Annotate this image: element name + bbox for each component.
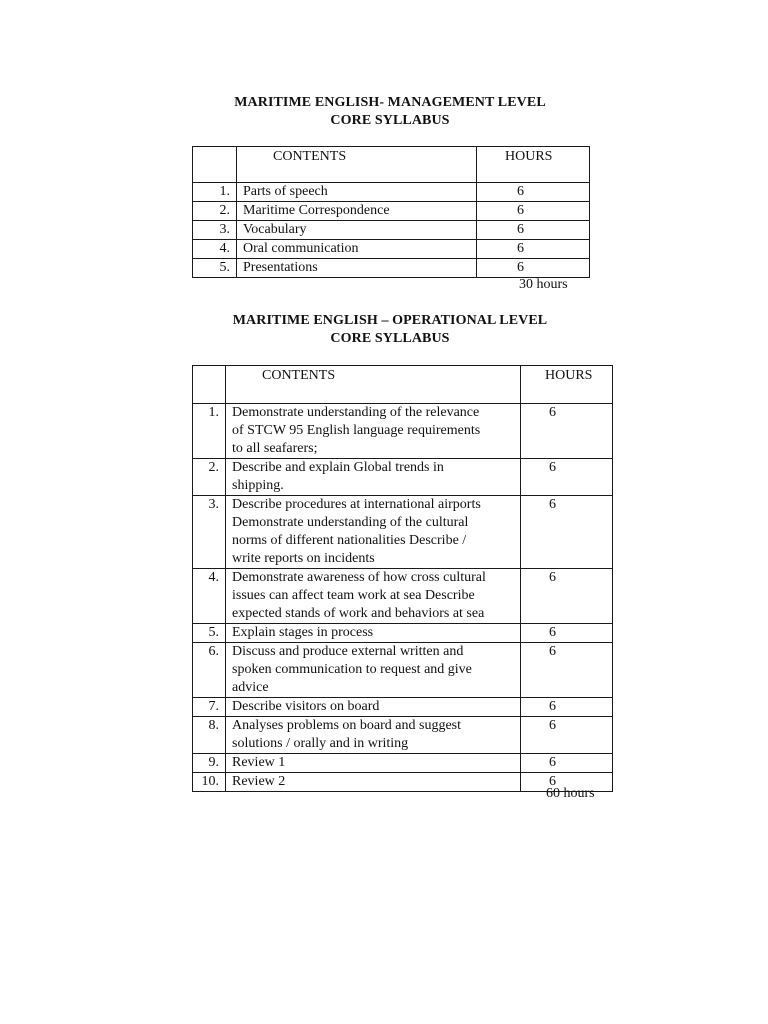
content-line: advice <box>232 680 269 695</box>
header-hours: HOURS <box>521 366 613 404</box>
row-content: Parts of speech <box>237 183 477 202</box>
row-number: 3. <box>193 221 237 240</box>
table-row <box>193 459 613 496</box>
title-line-2: CORE SYLLABUS <box>330 331 450 346</box>
row-number: 4. <box>193 240 237 259</box>
row-number: 2. <box>193 202 237 221</box>
table-header-row <box>193 147 590 183</box>
content-line: spoken communication to request and give <box>232 662 472 677</box>
table-row <box>193 183 590 202</box>
row-hours: 6 <box>477 221 590 240</box>
table-header-row <box>193 366 613 404</box>
row-hours: 6 <box>521 496 613 569</box>
row-number: 6. <box>193 643 226 698</box>
row-hours: 6 <box>477 240 590 259</box>
content-line: Demonstrate understanding of the cultural <box>232 515 469 530</box>
header-number-cell <box>193 366 226 404</box>
row-hours: 6 <box>521 754 613 773</box>
content-line: Describe procedures at international airports <box>232 497 481 512</box>
content-line: Describe visitors on board <box>232 699 380 714</box>
row-content <box>226 717 521 754</box>
content-line: Explain stages in process <box>232 625 374 640</box>
table-row <box>193 202 590 221</box>
row-number: 5. <box>193 259 237 278</box>
operational-syllabus-table <box>192 365 613 792</box>
content-line: Analyses problems on board and suggest <box>232 718 462 733</box>
row-hours: 6 <box>477 202 590 221</box>
row-content <box>226 754 521 773</box>
content-line: Demonstrate awareness of how cross cultural <box>232 570 486 585</box>
row-number: 1. <box>193 404 226 459</box>
row-number: 7. <box>193 698 226 717</box>
table-row <box>193 569 613 624</box>
row-number: 3. <box>193 496 226 569</box>
table-row <box>193 240 590 259</box>
row-hours: 6 <box>521 717 613 754</box>
content-line: norms of different nationalities Describe / <box>232 533 467 548</box>
row-content: Oral communication <box>237 240 477 259</box>
table-row <box>193 717 613 754</box>
row-content <box>226 404 521 459</box>
row-content <box>226 698 521 717</box>
header-contents: CONTENTS <box>226 366 521 404</box>
row-hours: 6 <box>477 259 590 278</box>
row-number: 8. <box>193 717 226 754</box>
operational-level-title <box>190 312 590 348</box>
content-line: shipping. <box>232 478 284 493</box>
content-line: expected stands of work and behaviors at sea <box>232 606 485 621</box>
row-hours: 6 <box>521 698 613 717</box>
management-level-title <box>190 94 590 130</box>
title-line-1: MARITIME ENGLISH – OPERATIONAL LEVEL <box>232 313 548 328</box>
row-hours: 6 <box>521 569 613 624</box>
row-content <box>226 773 521 792</box>
table-row <box>193 221 590 240</box>
content-line: solutions / orally and in writing <box>232 736 409 751</box>
row-hours: 6 <box>477 183 590 202</box>
row-content <box>226 496 521 569</box>
content-line: Review 1 <box>232 755 286 770</box>
row-hours: 6 <box>521 404 613 459</box>
operational-total-hours: 60 hours <box>546 786 595 801</box>
content-line: Describe and explain Global trends in <box>232 460 444 475</box>
row-number: 9. <box>193 754 226 773</box>
row-content <box>226 624 521 643</box>
row-hours: 6 <box>521 459 613 496</box>
content-line: Demonstrate understanding of the relevance <box>232 405 480 420</box>
header-contents: CONTENTS <box>237 147 477 183</box>
table-row <box>193 624 613 643</box>
table-row <box>193 698 613 717</box>
header-hours: HOURS <box>477 147 590 183</box>
content-line: issues can affect team work at sea Describe <box>232 588 475 603</box>
header-number-cell <box>193 147 237 183</box>
table-row <box>193 259 590 278</box>
content-line: to all seafarers; <box>232 441 318 456</box>
row-number: 10. <box>193 773 226 792</box>
content-line: Review 2 <box>232 774 286 789</box>
table-row <box>193 754 613 773</box>
row-number: 2. <box>193 459 226 496</box>
row-content <box>226 643 521 698</box>
table-row <box>193 643 613 698</box>
row-hours: 6 <box>521 643 613 698</box>
content-line: write reports on incidents <box>232 551 375 566</box>
title-line-2: CORE SYLLABUS <box>330 113 450 128</box>
row-hours: 6 <box>521 773 613 792</box>
row-content: Vocabulary <box>237 221 477 240</box>
management-total-hours: 30 hours <box>519 277 568 292</box>
management-syllabus-table <box>192 146 590 278</box>
content-line: of STCW 95 English language requirements <box>232 423 481 438</box>
row-content <box>226 459 521 496</box>
row-hours: 6 <box>521 624 613 643</box>
title-line-1: MARITIME ENGLISH- MANAGEMENT LEVEL <box>234 95 546 110</box>
row-content: Maritime Correspondence <box>237 202 477 221</box>
table-row <box>193 404 613 459</box>
table-row <box>193 496 613 569</box>
row-number: 4. <box>193 569 226 624</box>
row-number: 1. <box>193 183 237 202</box>
content-line: Discuss and produce external written and <box>232 644 464 659</box>
row-number: 5. <box>193 624 226 643</box>
row-content: Presentations <box>237 259 477 278</box>
row-content <box>226 569 521 624</box>
